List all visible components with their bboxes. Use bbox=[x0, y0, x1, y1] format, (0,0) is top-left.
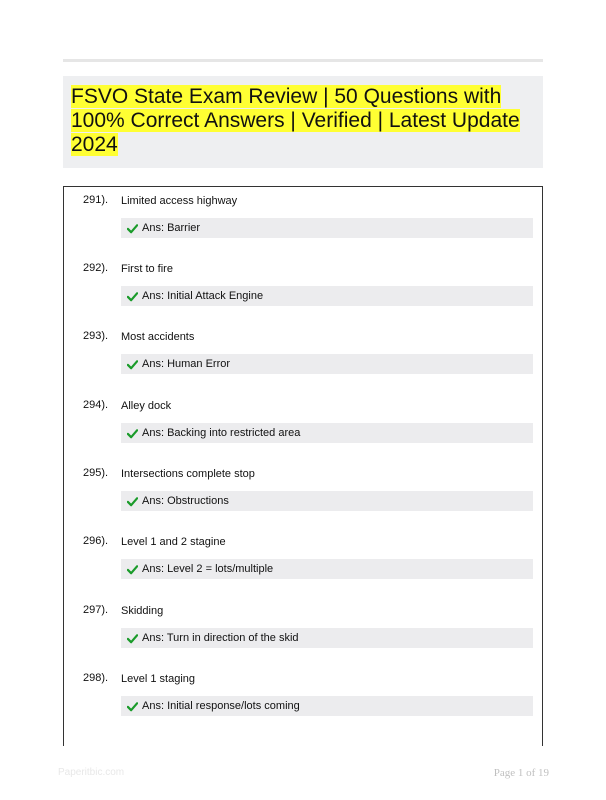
question-number: 294). bbox=[83, 399, 109, 411]
check-icon bbox=[127, 291, 138, 302]
question-number: 297). bbox=[83, 604, 109, 616]
question-text: First to fire bbox=[121, 263, 173, 275]
page-title-highlight: FSVO State Exam Review | 50 Questions with 100% Correct Answers | Verified | Latest Update 2024 bbox=[71, 85, 520, 156]
answer-text: Ans: Backing into restricted area bbox=[142, 427, 301, 439]
check-icon bbox=[127, 359, 138, 370]
title-banner bbox=[63, 76, 543, 168]
check-icon bbox=[127, 496, 138, 507]
answer-text: Ans: Level 2 = lots/multiple bbox=[142, 563, 274, 575]
question-text: Intersections complete stop bbox=[121, 468, 255, 480]
question-text: Limited access highway bbox=[121, 195, 238, 207]
question-text: Skidding bbox=[121, 605, 164, 617]
answer-text: Ans: Initial Attack Engine bbox=[142, 290, 264, 302]
answer-box bbox=[121, 286, 533, 306]
answer-text: Ans: Barrier bbox=[142, 222, 201, 234]
answer-text: Ans: Initial response/lots coming bbox=[142, 700, 300, 712]
check-icon bbox=[127, 223, 138, 234]
answer-box bbox=[121, 696, 533, 716]
page-indicator: Page 1 of 19 bbox=[493, 767, 549, 779]
question-text: Level 1 staging bbox=[121, 673, 195, 685]
check-icon bbox=[127, 428, 138, 439]
qa-panel bbox=[63, 186, 543, 746]
question-number: 296). bbox=[83, 535, 109, 547]
answer-box bbox=[121, 628, 533, 648]
check-icon bbox=[127, 633, 138, 644]
top-divider bbox=[63, 59, 543, 62]
answer-box bbox=[121, 491, 533, 511]
answer-box bbox=[121, 354, 533, 374]
question-number: 295). bbox=[83, 467, 109, 479]
question-number: 298). bbox=[83, 672, 109, 684]
question-text: Level 1 and 2 stagine bbox=[121, 536, 226, 548]
page-title bbox=[71, 85, 535, 157]
footer-watermark: Paperitbic.com bbox=[58, 767, 125, 778]
answer-box bbox=[121, 559, 533, 579]
question-number: 291). bbox=[83, 194, 109, 206]
check-icon bbox=[127, 701, 138, 712]
question-text: Alley dock bbox=[121, 400, 172, 412]
question-text: Most accidents bbox=[121, 331, 195, 343]
check-icon bbox=[127, 564, 138, 575]
answer-text: Ans: Obstructions bbox=[142, 495, 229, 507]
question-number: 293). bbox=[83, 330, 109, 342]
answer-text: Ans: Turn in direction of the skid bbox=[142, 632, 299, 644]
answer-box bbox=[121, 423, 533, 443]
answer-box bbox=[121, 218, 533, 238]
question-number: 292). bbox=[83, 262, 109, 274]
answer-text: Ans: Human Error bbox=[142, 358, 231, 370]
